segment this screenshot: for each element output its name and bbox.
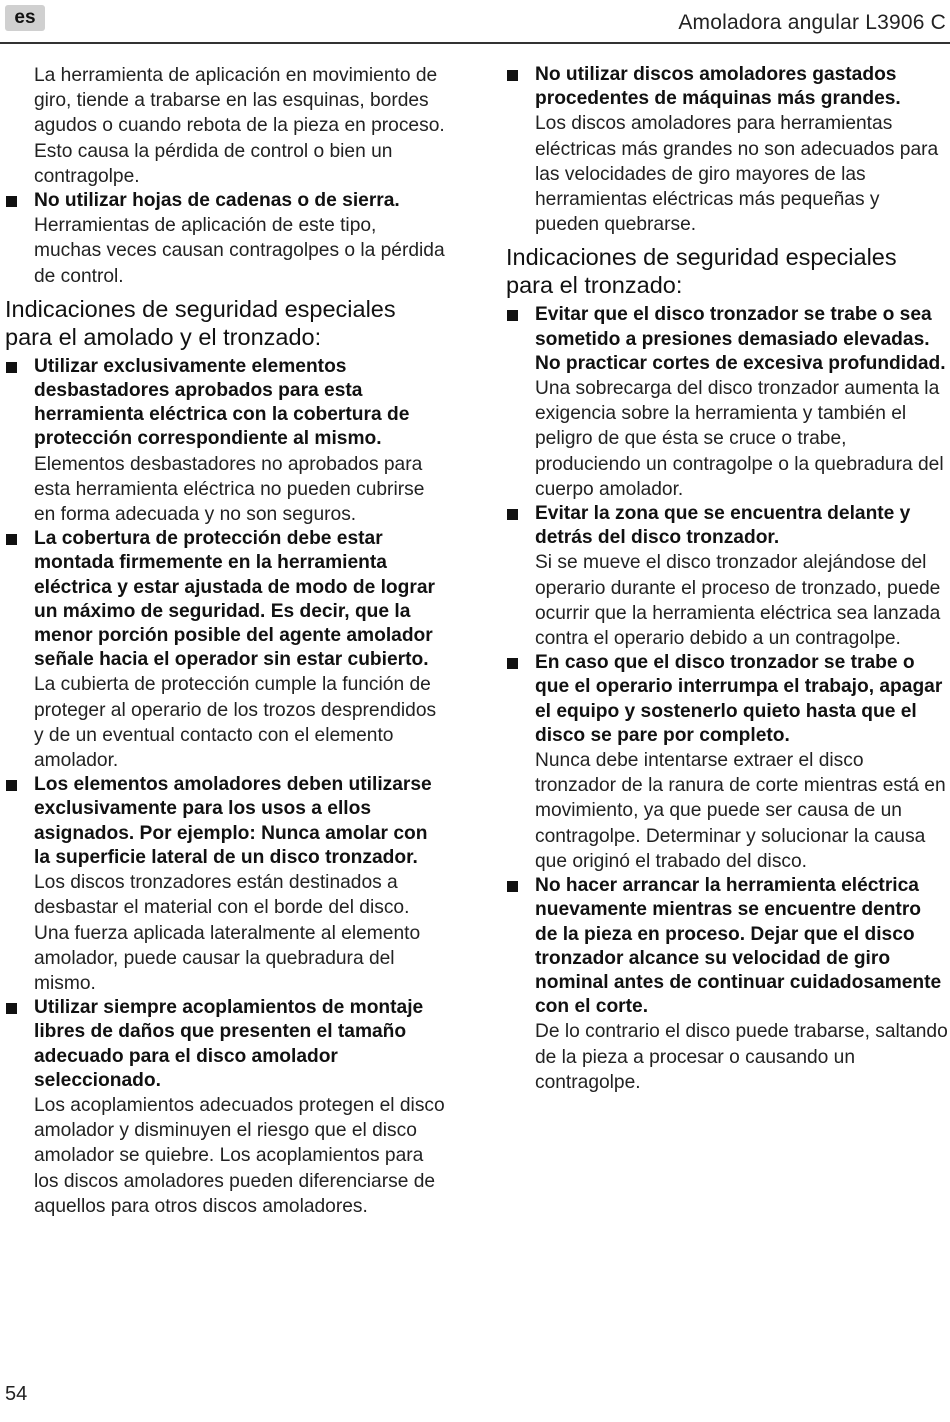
item-body: Los discos tronzadores están destinados a desbastar el material con el borde del disco. Una fuerza aplicada lateralmente al elemento amolador, puede causar la quebradura del mismo. xyxy=(34,872,421,994)
item-body: Nunca debe intentarse extraer el disco tronzador de la ranura de corte mientras está en movimiento, ya que puede ser causa de un contragolpe. Determinar y solucionar la causa que originó el trabado del disco. xyxy=(535,750,946,872)
safety-item xyxy=(506,651,948,874)
square-bullet-icon xyxy=(6,1003,17,1014)
item-lead: No utilizar hojas de cadenas o de sierra. xyxy=(34,190,400,212)
left-column xyxy=(5,63,445,1219)
safety-item xyxy=(5,355,445,527)
page-header xyxy=(0,0,950,44)
safety-item xyxy=(5,189,445,289)
right-column xyxy=(506,63,948,1095)
safety-item xyxy=(5,527,445,773)
square-bullet-icon xyxy=(6,196,17,207)
item-lead: La cobertura de protección debe estar montada firmemente en la herramienta eléctrica y estar ajustada de modo de lograr un máximo de seguridad. Es decir, que la menor porción posible del agente amolador señale hacia el operador sin estar cubierto. xyxy=(34,528,435,671)
safety-item xyxy=(5,773,445,996)
item-lead: No utilizar discos amoladores gastados procedentes de máquinas más grandes. xyxy=(535,64,901,110)
safety-item xyxy=(506,303,948,502)
square-bullet-icon xyxy=(507,881,518,892)
safety-item xyxy=(506,63,948,237)
item-lead: Utilizar siempre acoplamientos de montaje libres de daños que presenten el tamaño adecuado para el disco amolador seleccionado. xyxy=(34,997,424,1091)
square-bullet-icon xyxy=(6,780,17,791)
safety-item xyxy=(506,502,948,651)
safety-item xyxy=(5,996,445,1219)
square-bullet-icon xyxy=(507,658,518,669)
item-lead: Evitar la zona que se encuentra delante y detrás del disco tronzador. xyxy=(535,503,911,549)
item-lead: Los elementos amoladores deben utilizarse exclusivamente para los usos a ellos asignados. Por ejemplo: Nunca amolar con la superficie lateral de un disco tronzador. xyxy=(34,774,432,868)
section-heading: Indicaciones de seguridad especiales para el tronzado: xyxy=(506,244,897,299)
item-lead: Utilizar exclusivamente elementos desbastadores aprobados para esta herramienta eléctrica con la cobertura de protección correspondiente al mismo. xyxy=(34,355,410,450)
item-body: Si se mueve el disco tronzador alejándose del operario durante el proceso de tronzado, puede ocurrir que la herramienta eléctrica sea lanzada contra el operario debido a un contragolpe. xyxy=(535,552,941,650)
square-bullet-icon xyxy=(6,534,17,545)
item-body: De lo contrario el disco puede trabarse, saltando de la pieza a procesar o causando un contragolpe. xyxy=(535,1021,948,1093)
item-body: Los discos amoladores para herramientas eléctricas más grandes no son adecuados para las velocidades de giro mayores de las herramientas eléctricas más pequeñas y pueden quebrarse. xyxy=(535,113,939,236)
item-body: Elementos desbastadores no aprobados para esta herramienta eléctrica no pueden cubrirse en forma adecuada y no son seguros. xyxy=(34,453,425,526)
item-lead: No hacer arrancar la herramienta eléctrica nuevamente mientras se encuentre dentro de la pieza en proceso. Dejar que el disco tronzador alcance su velocidad de giro nominal antes de continuar cuidadosamente con el corte. xyxy=(535,875,942,1018)
intro-paragraph: La herramienta de aplicación en movimiento de giro, tiende a trabarse en las esquinas, bordes agudos o cuando rebota de la pieza en proceso. Esto causa la pérdida de control o bien un contragolpe. xyxy=(34,65,445,187)
square-bullet-icon xyxy=(507,70,518,81)
item-body: Herramientas de aplicación de este tipo, muchas veces causan contragolpes o la pérdida de control. xyxy=(34,215,445,287)
square-bullet-icon xyxy=(507,509,518,520)
language-tab: es xyxy=(5,5,45,31)
item-lead: Evitar que el disco tronzador se trabe o sea sometido a presiones demasiado elevadas. No practicar cortes de excesiva profundidad. xyxy=(535,304,946,374)
item-body: Una sobrecarga del disco tronzador aumenta la exigencia sobre la herramienta y también el peligro de que ésta se cruce o trabe, produciendo un contragolpe o la quebradura del cuerpo amolador. xyxy=(535,378,944,500)
safety-item xyxy=(506,874,948,1095)
section-heading: Indicaciones de seguridad especiales para el amolado y el tronzado: xyxy=(5,295,396,350)
square-bullet-icon xyxy=(6,362,17,373)
item-body: Los acoplamientos adecuados protegen el disco amolador y disminuyen el riesgo que el disco amolador se quiebre. Los acoplamientos para los discos amoladores pueden diferenciarse de aquellos para otros discos amoladores. xyxy=(34,1094,445,1217)
header-divider xyxy=(0,42,950,44)
page-number: 54 xyxy=(5,1383,28,1405)
item-lead: En caso que el disco tronzador se trabe o que el operario interrumpa el trabajo, apagar el equipo y sostenerlo quieto hasta que el disco se pare por completo. xyxy=(535,652,943,746)
document-title: Amoladora angular L3906 C xyxy=(678,11,946,34)
square-bullet-icon xyxy=(507,310,518,321)
item-body: La cubierta de protección cumple la función de proteger al operario de los trozos desprendidos y de un eventual contacto con el elemento amolador. xyxy=(34,674,437,772)
